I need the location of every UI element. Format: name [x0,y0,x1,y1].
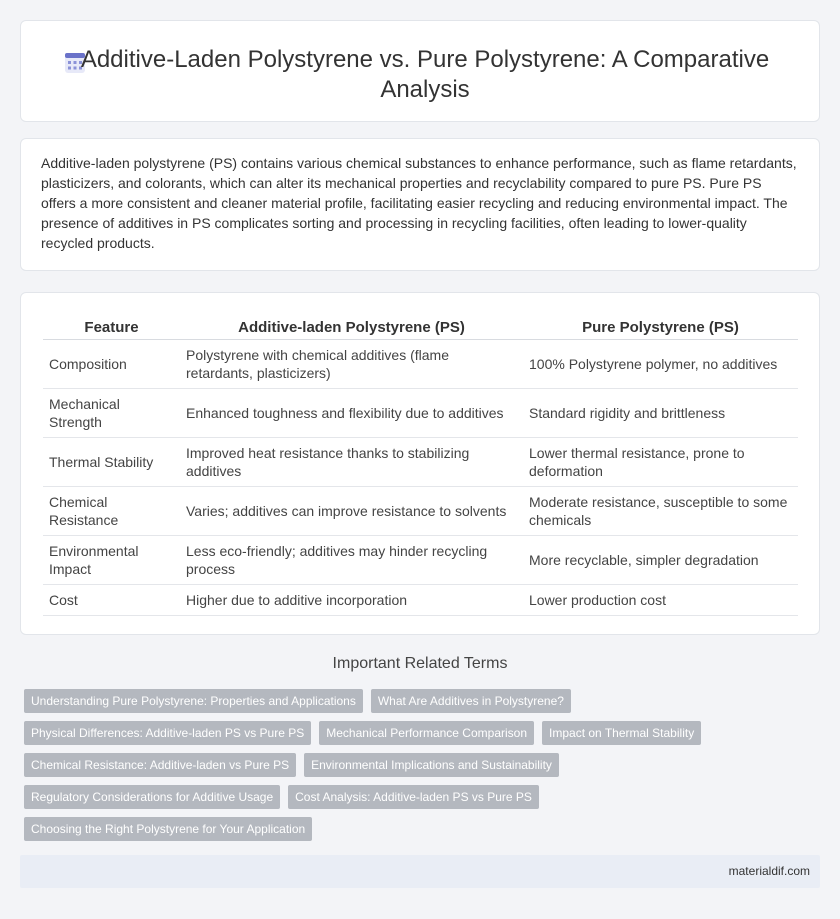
feature-cell: Cost [43,585,180,616]
table-row [43,487,798,536]
related-term-tag[interactable]: Mechanical Performance Comparison [319,721,534,745]
related-term-tag[interactable]: Physical Differences: Additive-laden PS vs Pure PS [24,721,311,745]
feature-cell: Mechanical Strength [43,389,180,438]
related-term-tag[interactable]: Impact on Thermal Stability [542,721,701,745]
header-card [20,20,820,122]
additive-laden-cell: Polystyrene with chemical additives (flame retardants, plasticizers) [180,340,523,389]
table-row [43,438,798,487]
intro-card [20,138,820,271]
table-row [43,340,798,389]
column-header-additive-laden: Additive-laden Polystyrene (PS) [180,315,523,340]
additive-laden-cell: Varies; additives can improve resistance to solvents [180,487,523,536]
related-term-tag[interactable]: Regulatory Considerations for Additive Usage [24,785,280,809]
pure-cell: Moderate resistance, susceptible to some chemicals [523,487,798,536]
table-header-row [43,315,798,340]
column-header-pure: Pure Polystyrene (PS) [523,315,798,340]
additive-laden-cell: Higher due to additive incorporation [180,585,523,616]
additive-laden-cell: Less eco-friendly; additives may hinder recycling process [180,536,523,585]
additive-laden-cell: Enhanced toughness and flexibility due to additives [180,389,523,438]
feature-cell: Composition [43,340,180,389]
footer-site-link[interactable]: materialdif.com [728,864,810,878]
page-title: Additive-Laden Polystyrene vs. Pure Polystyrene: A Comparative Analysis [80,46,770,103]
related-term-tag[interactable]: Environmental Implications and Sustainability [304,753,559,777]
feature-cell: Chemical Resistance [43,487,180,536]
footer-bar [20,855,820,888]
pure-cell: More recyclable, simpler degradation [523,536,798,585]
intro-paragraph: Additive-laden polystyrene (PS) contains various chemical substances to enhance performance, such as flame retardants, plasticizers, and colorants, which can alter its mechanical properties and recyclability compared to pure PS. Pure PS offers a more consistent and cleaner material profile, facilitating easier recycling and reducing environmental impact. The presence of additives in PS complicates sorting and processing in recycling facilities, often leading to lower-quality recycled products. [41,155,797,251]
related-terms-list [24,689,724,849]
related-term-tag[interactable]: Understanding Pure Polystyrene: Properties and Applications [24,689,363,713]
related-term-tag[interactable]: Choosing the Right Polystyrene for Your Application [24,817,312,841]
table-row [43,585,798,616]
feature-cell: Thermal Stability [43,438,180,487]
pure-cell: Lower production cost [523,585,798,616]
feature-cell: Environmental Impact [43,536,180,585]
related-term-tag[interactable]: Cost Analysis: Additive-laden PS vs Pure PS [288,785,539,809]
pure-cell: Standard rigidity and brittleness [523,389,798,438]
pure-cell: 100% Polystyrene polymer, no additives [523,340,798,389]
pure-cell: Lower thermal resistance, prone to deformation [523,438,798,487]
table-row [43,536,798,585]
table-row [43,389,798,438]
related-terms-heading: Important Related Terms [332,655,508,672]
additive-laden-cell: Improved heat resistance thanks to stabilizing additives [180,438,523,487]
column-header-feature: Feature [43,315,180,340]
comparison-table [43,315,798,616]
comparison-table-card [20,292,820,635]
related-term-tag[interactable]: What Are Additives in Polystyrene? [371,689,571,713]
related-term-tag[interactable]: Chemical Resistance: Additive-laden vs Pure PS [24,753,296,777]
